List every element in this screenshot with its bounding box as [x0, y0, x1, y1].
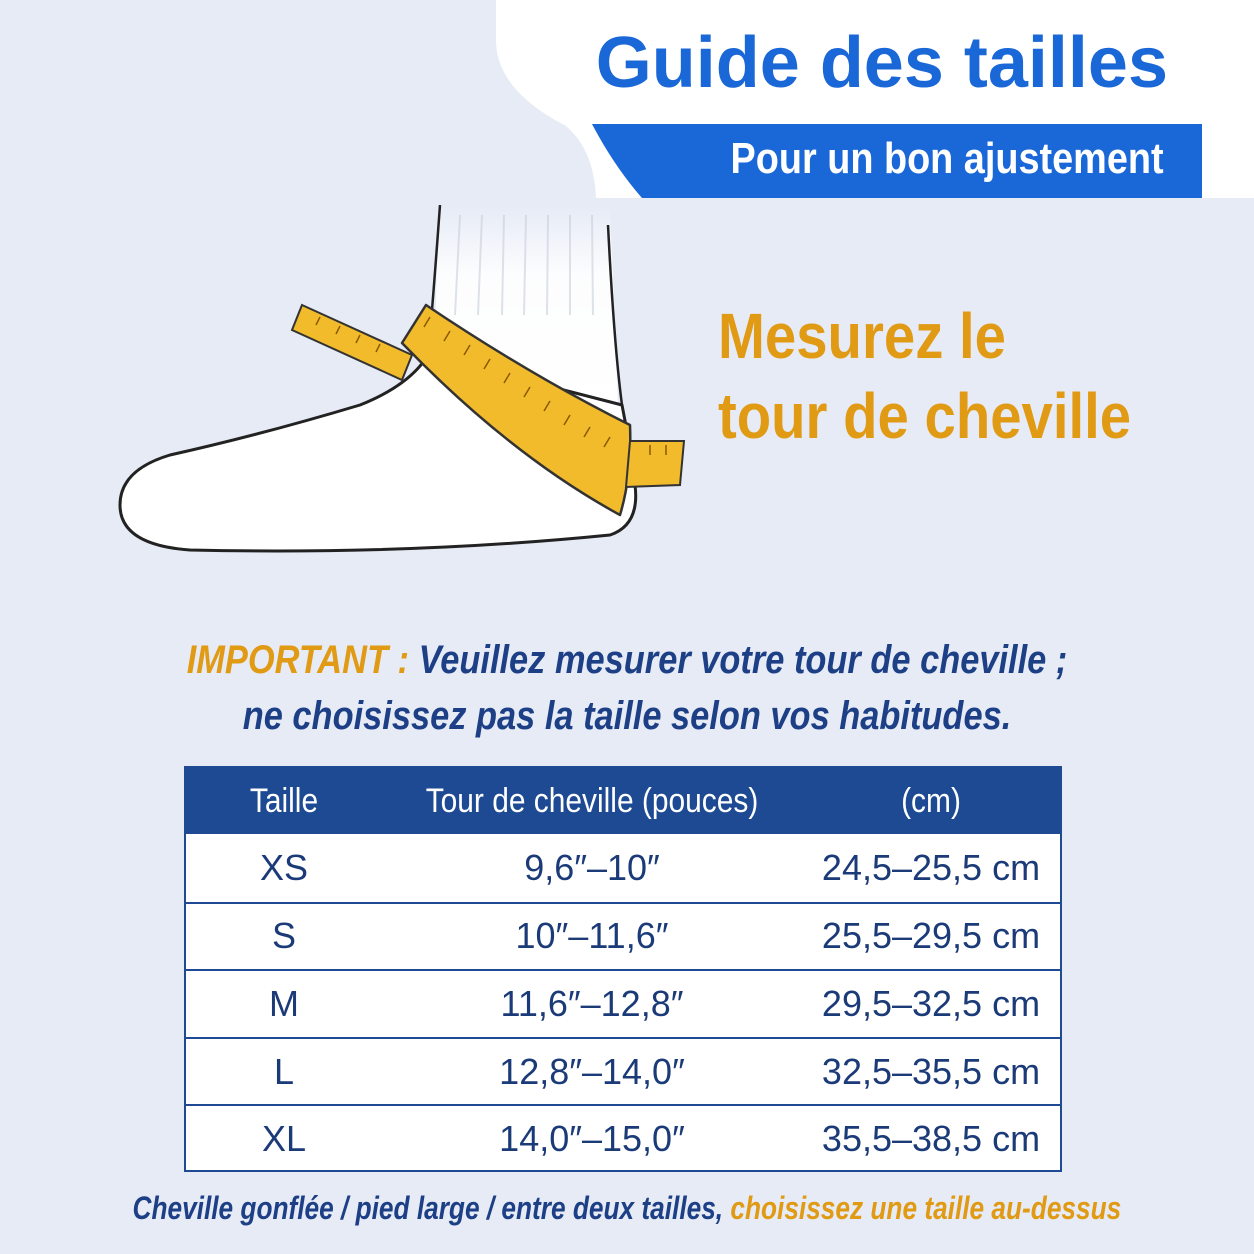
footnote [0, 1190, 1254, 1227]
important-label: IMPORTANT : [186, 638, 410, 682]
table-row [186, 1104, 1060, 1172]
header-cm: (cm) [901, 781, 961, 820]
important-line2: ne choisissez pas la taille selon vos habitudes. [242, 694, 1012, 738]
cell-inches: 14,0″–15,0″ [499, 1118, 685, 1160]
header-size: Taille [249, 781, 319, 820]
page-subtitle: Pour un bon ajustement [730, 134, 1164, 183]
header-inches: Tour de cheville (pouces) [425, 781, 759, 820]
measure-heading-line1: Mesurez le [718, 300, 1006, 372]
cell-inches: 12,8″–14,0″ [499, 1050, 685, 1092]
important-text1: Veuillez mesurer votre tour de cheville ; [418, 638, 1068, 682]
cell-cm: 35,5–38,5 cm [821, 1118, 1041, 1160]
foot-measuring-tape-icon [110, 205, 700, 565]
cell-size: M [269, 982, 299, 1024]
table-body [186, 834, 1060, 1172]
cell-cm: 24,5–25,5 cm [821, 846, 1041, 888]
cell-inches: 11,6″–12,8″ [500, 982, 684, 1024]
table-row [186, 902, 1060, 970]
cell-size: S [271, 915, 296, 957]
header-card [496, 0, 1254, 198]
measure-heading-line2: tour de cheville [718, 380, 1132, 452]
important-note [0, 632, 1254, 744]
table-header [186, 768, 1060, 834]
cell-inches: 9,6″–10″ [524, 846, 660, 888]
footnote-inner [133, 1190, 1122, 1227]
cell-cm: 29,5–32,5 cm [821, 982, 1041, 1024]
table-row [186, 834, 1060, 902]
cell-cm: 32,5–35,5 cm [821, 1050, 1041, 1092]
important-line1 [88, 632, 1166, 688]
cell-size: L [273, 1050, 295, 1092]
cell-size: XS [259, 846, 309, 888]
page-title: Guide des tailles [595, 23, 1168, 103]
table-row [186, 969, 1060, 1037]
cell-inches: 10″–11,6″ [515, 915, 669, 957]
footnote-part1: Cheville gonflée / pied large / entre deux tailles, [132, 1190, 724, 1226]
size-table [184, 766, 1062, 1172]
table-row [186, 1037, 1060, 1105]
cell-cm: 25,5–29,5 cm [821, 915, 1041, 957]
cell-size: XL [261, 1118, 307, 1160]
measure-heading [718, 296, 1131, 456]
footnote-part2: choisissez une taille au-dessus [730, 1190, 1122, 1226]
